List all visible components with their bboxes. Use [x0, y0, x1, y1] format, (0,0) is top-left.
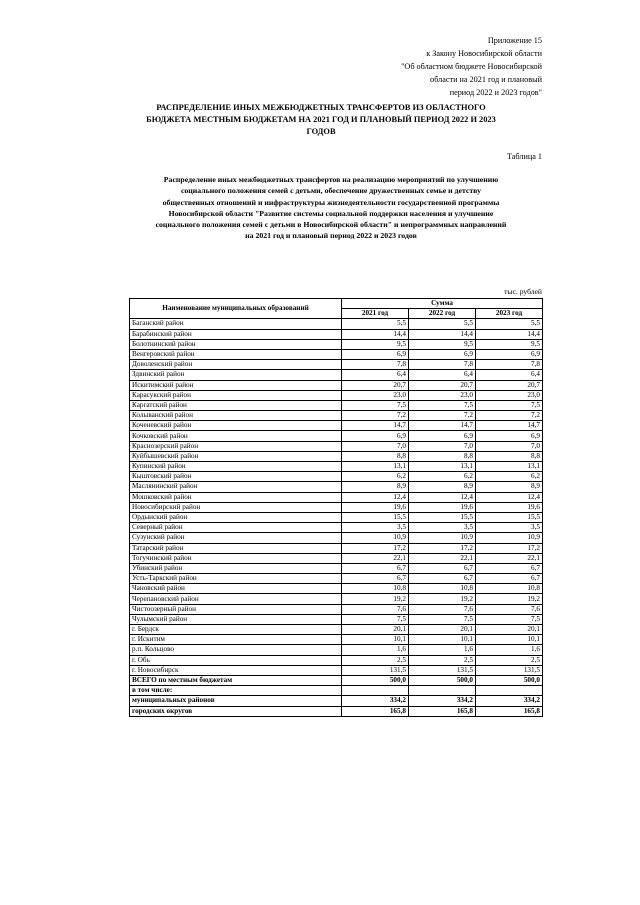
amount-2021: 19,2 [342, 594, 409, 604]
municipality-name: Венгеровский район [130, 349, 342, 359]
including-label: в том числе: [130, 686, 342, 696]
amount-2022: 20,7 [409, 380, 476, 390]
amount-2022: 2,5 [409, 655, 476, 665]
amount-2022: 19,6 [409, 502, 476, 512]
table-row [130, 441, 543, 451]
cities-row [130, 706, 543, 716]
table-row [130, 502, 543, 512]
amount-2022: 5,5 [409, 319, 476, 329]
municipality-name: Маслянинский район [130, 482, 342, 492]
appendix-line: к Закону Новосибирской области [426, 49, 542, 58]
total-2023: 500,0 [476, 675, 543, 685]
districts-label: муниципальных районов [130, 696, 342, 706]
table-row [130, 431, 543, 441]
total-2021: 500,0 [342, 675, 409, 685]
municipality-name: Черепановский район [130, 594, 342, 604]
municipality-name: Баганский район [130, 319, 342, 329]
amount-2023: 19,6 [476, 502, 543, 512]
amount-2021: 7,5 [342, 400, 409, 410]
amount-2023: 13,1 [476, 462, 543, 472]
table-summary [130, 675, 543, 716]
table-row [130, 604, 543, 614]
municipality-name: Сузунский район [130, 533, 342, 543]
amount-2022: 15,5 [409, 512, 476, 522]
amount-2023: 6,7 [476, 563, 543, 573]
amount-2022: 3,5 [409, 523, 476, 533]
table-row [130, 533, 543, 543]
amount-2023: 6,2 [476, 472, 543, 482]
amount-2023: 17,2 [476, 543, 543, 553]
amount-2023: 6,4 [476, 370, 543, 380]
appendix-line: области на 2021 год и плановый [430, 75, 542, 84]
amount-2023: 19,2 [476, 594, 543, 604]
amount-2021: 20,7 [342, 380, 409, 390]
units-label: тыс. рублей [504, 287, 542, 296]
amount-2022: 12,4 [409, 492, 476, 502]
table-row [130, 339, 543, 349]
amount-2023: 2,5 [476, 655, 543, 665]
amount-2021: 7,8 [342, 360, 409, 370]
amount-2022: 19,2 [409, 594, 476, 604]
amount-2023: 1,6 [476, 645, 543, 655]
municipality-name: Северный район [130, 523, 342, 533]
districts-2021: 334,2 [342, 696, 409, 706]
amount-2021: 2,5 [342, 655, 409, 665]
amount-2022: 7,6 [409, 604, 476, 614]
municipality-name: Убинский район [130, 563, 342, 573]
amount-2022: 23,0 [409, 390, 476, 400]
empty-cell [409, 686, 476, 696]
cities-2023: 165,8 [476, 706, 543, 716]
municipality-name: Татарский район [130, 543, 342, 553]
municipality-name: Барабинский район [130, 329, 342, 339]
amount-2021: 12,4 [342, 492, 409, 502]
amount-2021: 3,5 [342, 523, 409, 533]
amount-2021: 7,5 [342, 614, 409, 624]
amount-2022: 7,8 [409, 360, 476, 370]
header-year: 2022 год [409, 309, 476, 319]
municipality-name: Куйбышевский район [130, 451, 342, 461]
amount-2022: 6,4 [409, 370, 476, 380]
amount-2023: 22,1 [476, 553, 543, 563]
table-row [130, 635, 543, 645]
amount-2023: 9,5 [476, 339, 543, 349]
amount-2021: 7,2 [342, 411, 409, 421]
amount-2022: 8,9 [409, 482, 476, 492]
municipality-name: г. Бердск [130, 625, 342, 635]
amount-2022: 20,1 [409, 625, 476, 635]
amount-2023: 10,9 [476, 533, 543, 543]
amount-2021: 6,7 [342, 574, 409, 584]
amount-2022: 7,0 [409, 441, 476, 451]
municipality-name: Чистоозерный район [130, 604, 342, 614]
total-2022: 500,0 [409, 675, 476, 685]
empty-cell [476, 686, 543, 696]
amount-2022: 8,8 [409, 451, 476, 461]
title-line: ГОДОВ [306, 127, 336, 136]
amount-2021: 6,2 [342, 472, 409, 482]
table-row [130, 584, 543, 594]
municipality-name: Каргатский район [130, 400, 342, 410]
amount-2023: 7,2 [476, 411, 543, 421]
amount-2023: 20,1 [476, 625, 543, 635]
table-row [130, 370, 543, 380]
table-row [130, 421, 543, 431]
subtitle-line: социального положения семей с детьми, обеспечение дружественных семье и детству [180, 186, 482, 196]
amount-2021: 6,4 [342, 370, 409, 380]
amount-2022: 6,9 [409, 349, 476, 359]
transfers-table [129, 298, 543, 717]
municipality-name: Чулымский район [130, 614, 342, 624]
amount-2021: 20,1 [342, 625, 409, 635]
amount-2023: 7,6 [476, 604, 543, 614]
table-row [130, 512, 543, 522]
table-row [130, 349, 543, 359]
amount-2023: 23,0 [476, 390, 543, 400]
amount-2021: 8,9 [342, 482, 409, 492]
amount-2021: 1,6 [342, 645, 409, 655]
amount-2022: 10,1 [409, 635, 476, 645]
amount-2023: 6,9 [476, 349, 543, 359]
amount-2022: 1,6 [409, 645, 476, 655]
amount-2023: 10,8 [476, 584, 543, 594]
table-number: Таблица 1 [506, 152, 542, 161]
table-row [130, 574, 543, 584]
document-title [98, 102, 544, 138]
table-row [130, 380, 543, 390]
municipality-name: г. Новосибирск [130, 665, 342, 675]
municipality-name: Тогучинский район [130, 553, 342, 563]
table-row [130, 319, 543, 329]
amount-2023: 7,5 [476, 400, 543, 410]
header-year: 2021 год [342, 309, 409, 319]
amount-2021: 7,6 [342, 604, 409, 614]
table-row [130, 462, 543, 472]
amount-2022: 7,5 [409, 614, 476, 624]
amount-2021: 17,2 [342, 543, 409, 553]
amount-2022: 6,7 [409, 563, 476, 573]
subtitle-line: социального положения семей с детьми в Новосибирской области" и непрограммных направлений [155, 220, 507, 230]
amount-2022: 6,9 [409, 431, 476, 441]
amount-2022: 13,1 [409, 462, 476, 472]
amount-2023: 7,0 [476, 441, 543, 451]
table-row [130, 543, 543, 553]
amount-2021: 13,1 [342, 462, 409, 472]
amount-2021: 23,0 [342, 390, 409, 400]
amount-2022: 7,2 [409, 411, 476, 421]
table-row [130, 614, 543, 624]
header-municipality: Наименование муниципальных образований [130, 299, 342, 319]
subtitle-line: на 2021 год и плановый период 2022 и 2023 годов [245, 231, 417, 241]
amount-2022: 14,7 [409, 421, 476, 431]
table-row [130, 451, 543, 461]
table-row [130, 482, 543, 492]
amount-2021: 15,5 [342, 512, 409, 522]
table-row [130, 625, 543, 635]
amount-2021: 6,9 [342, 349, 409, 359]
municipality-name: Коченевский район [130, 421, 342, 431]
cities-2022: 165,8 [409, 706, 476, 716]
municipality-name: Кыштовский район [130, 472, 342, 482]
amount-2021: 10,1 [342, 635, 409, 645]
amount-2022: 10,8 [409, 584, 476, 594]
amount-2021: 10,8 [342, 584, 409, 594]
municipality-name: Искитимский район [130, 380, 342, 390]
header-year: 2023 год [476, 309, 543, 319]
table-row [130, 553, 543, 563]
amount-2021: 8,8 [342, 451, 409, 461]
amount-2021: 6,9 [342, 431, 409, 441]
subtitle-line: Распределение иных межбюджетных трансфертов на реализацию мероприятий по улучшению [163, 175, 499, 184]
title-line: РАСПРЕДЕЛЕНИЕ ИНЫХ МЕЖБЮДЖЕТНЫХ ТРАНСФЕРТОВ ИЗ ОБЛАСТНОГО [156, 103, 486, 112]
subtitle-line: Новосибирской области "Развитие системы социальной поддержки населения и улучшение [168, 208, 494, 218]
header-sum: Сумма [342, 299, 543, 309]
amount-2022: 6,2 [409, 472, 476, 482]
districts-row [130, 696, 543, 706]
municipality-name: г. Искитим [130, 635, 342, 645]
amount-2022: 10,9 [409, 533, 476, 543]
amount-2022: 131,5 [409, 665, 476, 675]
appendix-line: период 2022 и 2023 годов" [449, 88, 542, 97]
table-row [130, 665, 543, 675]
municipality-name: Карасукский район [130, 390, 342, 400]
amount-2023: 14,4 [476, 329, 543, 339]
title-line: БЮДЖЕТА МЕСТНЫМ БЮДЖЕТАМ НА 2021 ГОД И ПЛАНОВЫЙ ПЕРИОД 2022 И 2023 [146, 115, 496, 124]
table-row [130, 523, 543, 533]
amount-2023: 20,7 [476, 380, 543, 390]
municipality-name: Ордынский район [130, 512, 342, 522]
amount-2023: 6,9 [476, 431, 543, 441]
total-row [130, 675, 543, 685]
amount-2021: 6,7 [342, 563, 409, 573]
municipality-name: Мошковский район [130, 492, 342, 502]
amount-2022: 9,5 [409, 339, 476, 349]
amount-2021: 22,1 [342, 553, 409, 563]
table-row [130, 411, 543, 421]
districts-2022: 334,2 [409, 696, 476, 706]
districts-2023: 334,2 [476, 696, 543, 706]
appendix-line: Приложение 15 [487, 36, 542, 45]
table-row [130, 645, 543, 655]
amount-2021: 14,7 [342, 421, 409, 431]
amount-2023: 12,4 [476, 492, 543, 502]
cities-label: городских округов [130, 706, 342, 716]
municipality-name: Болотнинский район [130, 339, 342, 349]
amount-2021: 9,5 [342, 339, 409, 349]
empty-cell [342, 686, 409, 696]
amount-2021: 19,6 [342, 502, 409, 512]
table-row [130, 655, 543, 665]
municipality-name: Купинский район [130, 462, 342, 472]
amount-2023: 131,5 [476, 665, 543, 675]
table-row [130, 400, 543, 410]
municipality-name: Здвинский район [130, 370, 342, 380]
amount-2023: 5,5 [476, 319, 543, 329]
municipality-name: Новосибирский район [130, 502, 342, 512]
amount-2023: 14,7 [476, 421, 543, 431]
total-label: ВСЕГО по местным бюджетам [130, 675, 342, 685]
table-row [130, 492, 543, 502]
amount-2022: 17,2 [409, 543, 476, 553]
amount-2022: 14,4 [409, 329, 476, 339]
amount-2021: 5,5 [342, 319, 409, 329]
amount-2021: 14,4 [342, 329, 409, 339]
municipality-name: Доволенский район [130, 360, 342, 370]
amount-2021: 10,9 [342, 533, 409, 543]
amount-2022: 22,1 [409, 553, 476, 563]
appendix-note [350, 34, 542, 99]
municipality-name: г. Обь [130, 655, 342, 665]
amount-2023: 8,8 [476, 451, 543, 461]
table-subtitle [118, 174, 544, 242]
municipality-name: р.п. Кольцово [130, 645, 342, 655]
cities-2021: 165,8 [342, 706, 409, 716]
amount-2023: 7,5 [476, 614, 543, 624]
table-row [130, 329, 543, 339]
table-row [130, 390, 543, 400]
table-body [130, 319, 543, 676]
subtitle-line: общественных отношений и инфраструктуры жизнедеятельности государственной программы [162, 197, 500, 207]
amount-2023: 15,5 [476, 512, 543, 522]
appendix-line: "Об областном бюджете Новосибирской [401, 62, 542, 71]
municipality-name: Колыванский район [130, 411, 342, 421]
amount-2023: 6,7 [476, 574, 543, 584]
municipality-name: Краснозерский район [130, 441, 342, 451]
table-row [130, 360, 543, 370]
municipality-name: Усть-Таркский район [130, 574, 342, 584]
amount-2023: 7,8 [476, 360, 543, 370]
amount-2022: 6,7 [409, 574, 476, 584]
amount-2023: 10,1 [476, 635, 543, 645]
amount-2023: 8,9 [476, 482, 543, 492]
table-row [130, 594, 543, 604]
including-row [130, 686, 543, 696]
amount-2021: 131,5 [342, 665, 409, 675]
amount-2022: 7,5 [409, 400, 476, 410]
municipality-name: Кочковский район [130, 431, 342, 441]
table-row [130, 472, 543, 482]
amount-2021: 7,0 [342, 441, 409, 451]
municipality-name: Чановский район [130, 584, 342, 594]
table-row [130, 563, 543, 573]
amount-2023: 3,5 [476, 523, 543, 533]
